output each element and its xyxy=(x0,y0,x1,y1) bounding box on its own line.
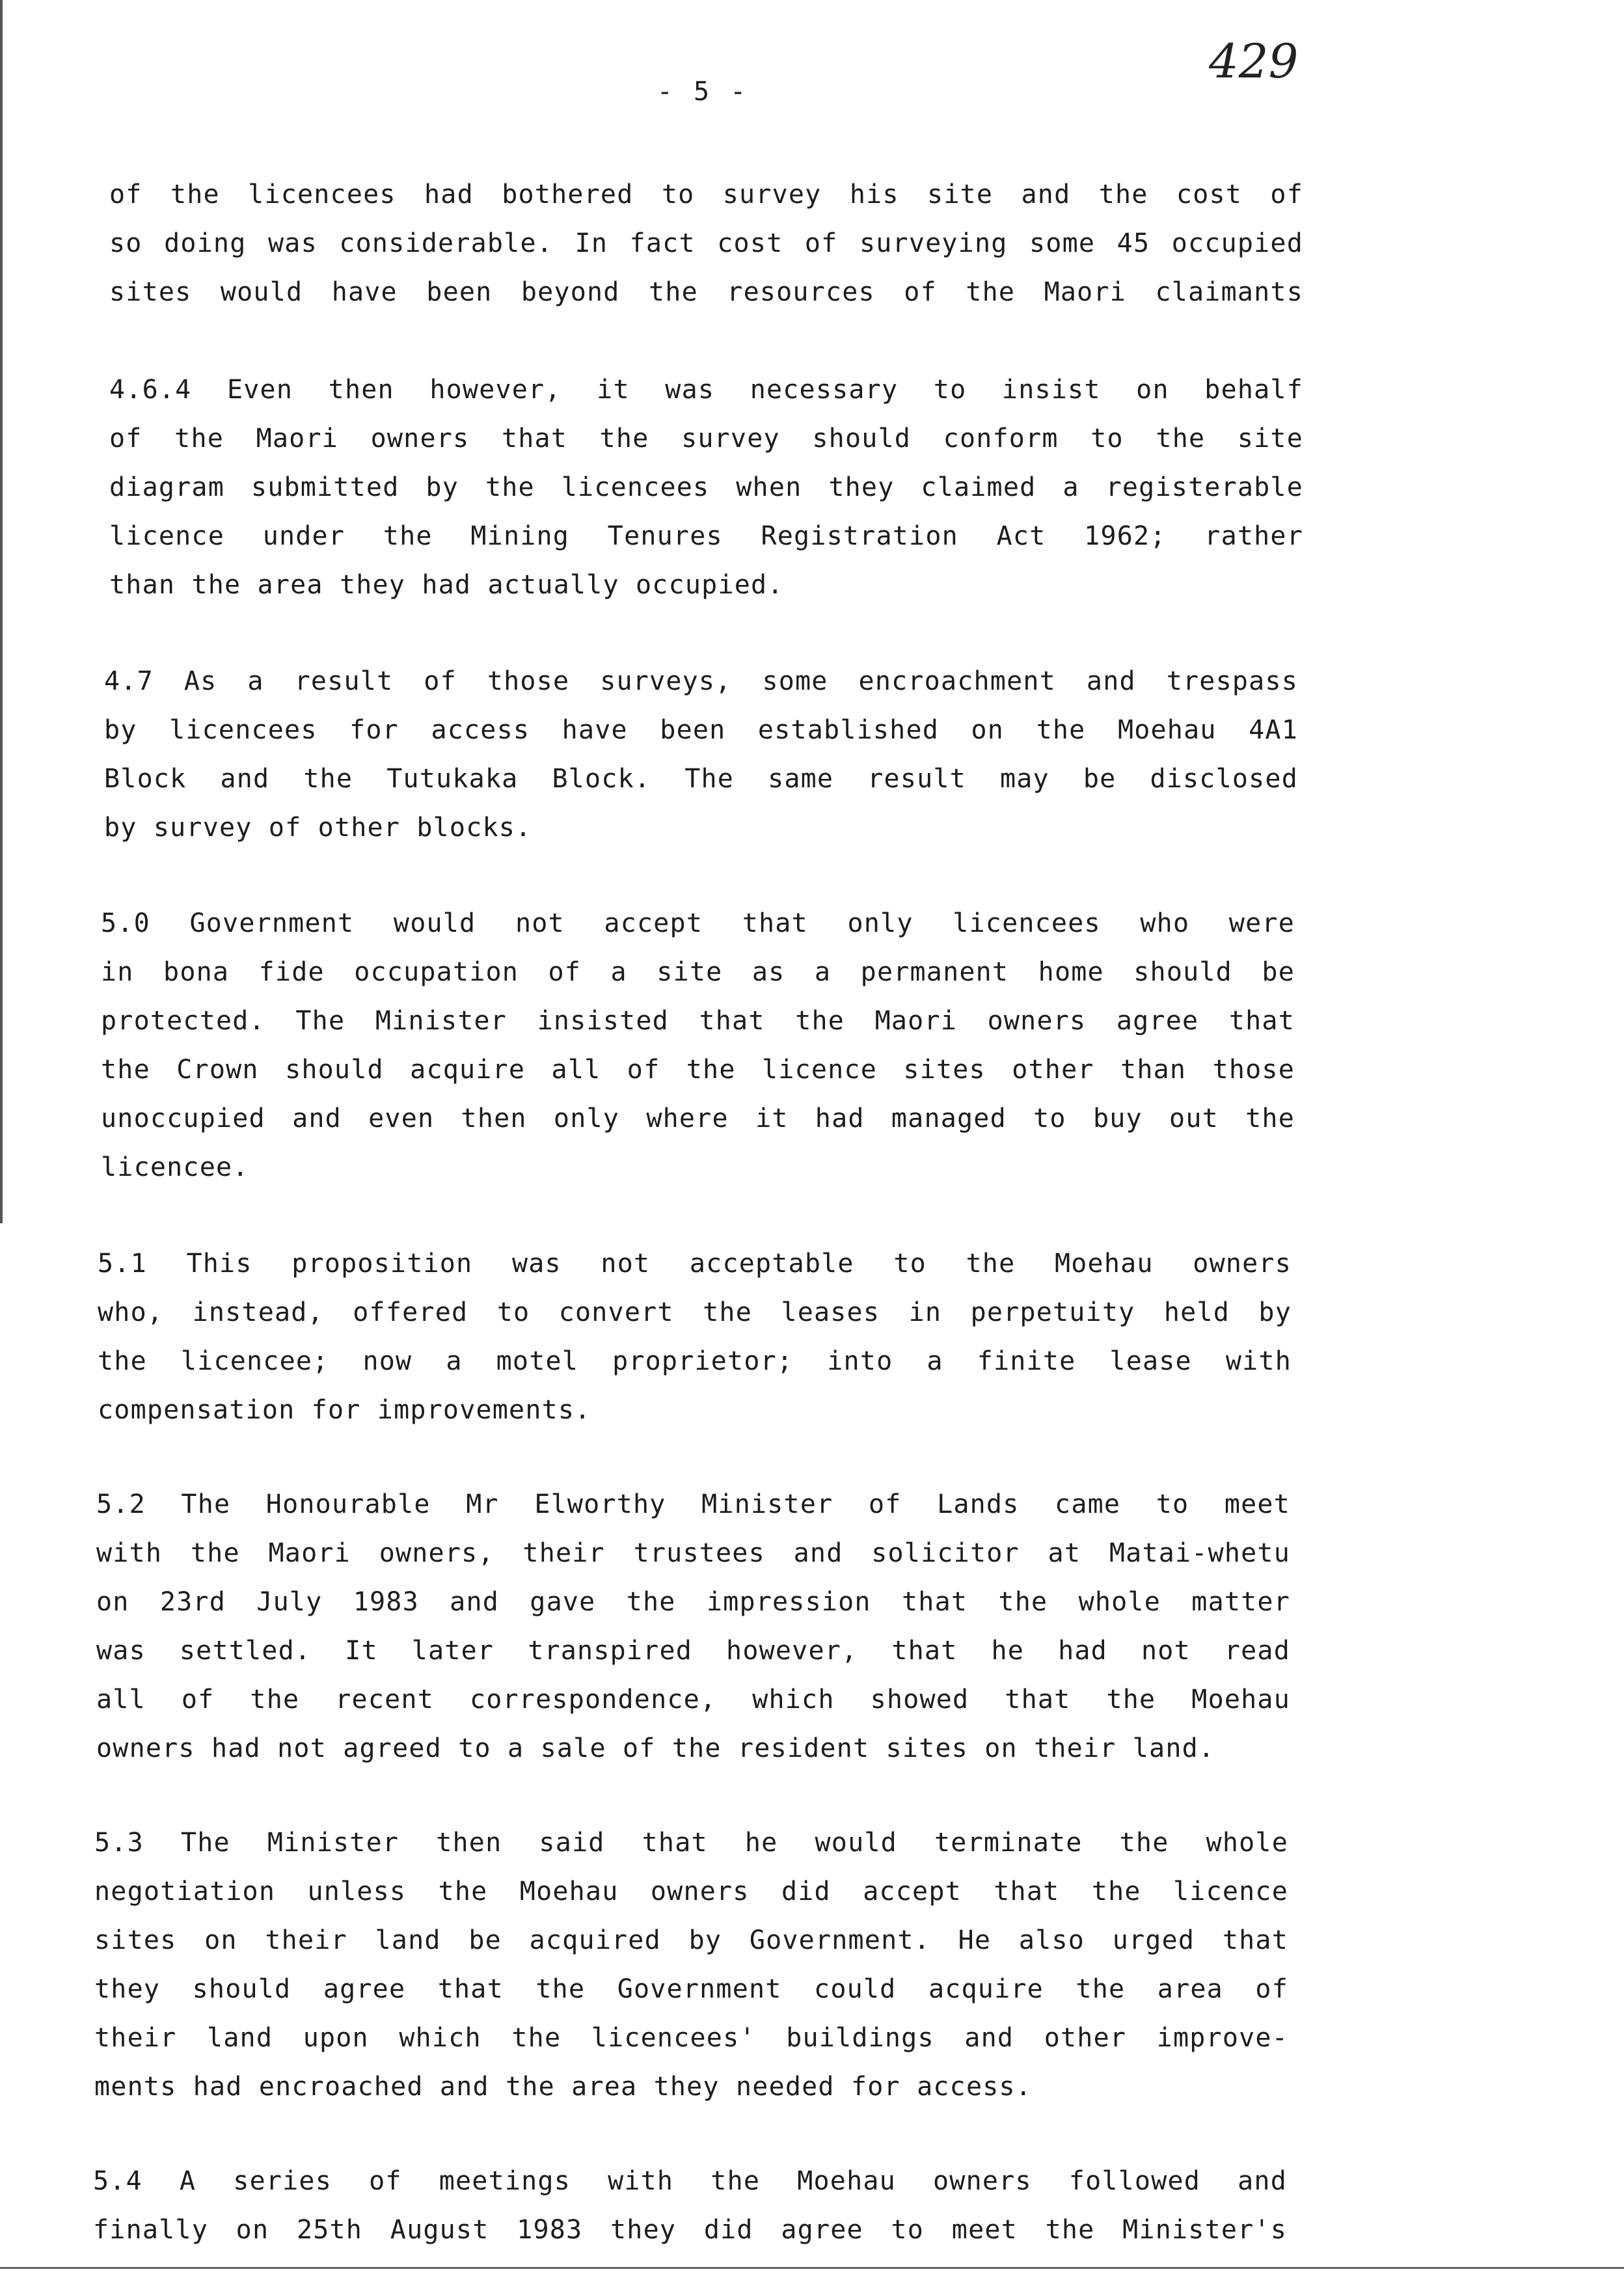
paragraph-continuation xyxy=(109,170,1303,317)
text-line: licence under the Mining Tenures Registration Act 1962; rather xyxy=(109,521,1303,551)
text-line: on 23rd July 1983 and gave the impression that the whole matter xyxy=(96,1587,1290,1617)
paragraph-5-0 xyxy=(101,899,1295,1192)
text-line: unoccupied and even then only where it had managed to buy out the xyxy=(101,1104,1295,1133)
page-number: - 5 - xyxy=(656,77,749,107)
text-line: by survey of other blocks. xyxy=(104,813,532,843)
text-line: they should agree that the Government could acquire the area of xyxy=(94,1974,1288,2004)
handwritten-folio-number: 429 xyxy=(1209,34,1299,88)
text-line: 4.7 As a result of those surveys, some encroachment and trespass xyxy=(104,666,1298,696)
text-line: their land upon which the licencees' buildings and other improve- xyxy=(94,2023,1288,2053)
text-line: finally on 25th August 1983 they did agree to meet the Minister's xyxy=(93,2215,1287,2245)
text-line: 5.0 Government would not accept that only licencees who were xyxy=(101,908,1295,938)
text-line: owners had not agreed to a sale of the resident sites on their land. xyxy=(96,1733,1215,1763)
paragraph-5-2 xyxy=(96,1480,1290,1773)
text-line: the licencee; now a motel proprietor; into a finite lease with xyxy=(98,1346,1292,1376)
text-line: of the licencees had bothered to survey his site and the cost of xyxy=(109,180,1303,210)
text-line: ments had encroached and the area they needed for access. xyxy=(94,2072,1033,2102)
text-line: was settled. It later transpired however, that he had not read xyxy=(96,1636,1290,1666)
text-line: in bona fide occupation of a site as a permanent home should be xyxy=(101,957,1295,987)
text-line: with the Maori owners, their trustees and solicitor at Matai-whetu xyxy=(96,1538,1290,1568)
text-line: 5.1 This proposition was not acceptable to the Moehau owners xyxy=(98,1249,1292,1279)
paragraph-4-7 xyxy=(104,657,1298,852)
text-line: all of the recent correspondence, which showed that the Moehau xyxy=(96,1685,1290,1715)
paragraph-5-4 xyxy=(93,2157,1287,2255)
text-line: diagram submitted by the licencees when they claimed a registerable xyxy=(109,472,1303,502)
text-line: sites would have been beyond the resources of the Maori claimants xyxy=(109,277,1303,307)
text-line: who, instead, offered to convert the leases in perpetuity held by xyxy=(98,1297,1292,1327)
paragraph-5-1 xyxy=(98,1240,1292,1435)
scan-bottom-edge xyxy=(0,2267,1624,2269)
paragraph-5-3 xyxy=(94,1819,1288,2111)
text-line: compensation for improvements. xyxy=(98,1395,591,1425)
text-line: 5.2 The Honourable Mr Elworthy Minister of Lands came to meet xyxy=(96,1489,1290,1519)
text-line: the Crown should acquire all of the licence sites other than those xyxy=(101,1055,1295,1085)
text-line: 5.3 The Minister then said that he would terminate the whole xyxy=(94,1828,1288,1858)
text-line: so doing was considerable. In fact cost of surveying some 45 occupied xyxy=(109,228,1303,258)
text-line: Block and the Tutukaka Block. The same result may be disclosed xyxy=(104,764,1298,794)
text-line: by licencees for access have been established on the Moehau 4A1 xyxy=(104,715,1298,745)
text-line: sites on their land be acquired by Government. He also urged that xyxy=(94,1925,1288,1955)
text-line: than the area they had actually occupied. xyxy=(109,570,784,600)
text-line: licencee. xyxy=(101,1152,249,1182)
text-line: 4.6.4 Even then however, it was necessary to insist on behalf xyxy=(109,375,1303,405)
scan-left-edge xyxy=(0,0,3,1223)
text-line: protected. The Minister insisted that the Maori owners agree that xyxy=(101,1006,1295,1036)
text-line: 5.4 A series of meetings with the Moehau owners followed and xyxy=(93,2166,1287,2196)
text-line: of the Maori owners that the survey should conform to the site xyxy=(109,424,1303,454)
paragraph-4-6-4 xyxy=(109,366,1303,610)
text-line: negotiation unless the Moehau owners did accept that the licence xyxy=(94,1877,1288,1907)
